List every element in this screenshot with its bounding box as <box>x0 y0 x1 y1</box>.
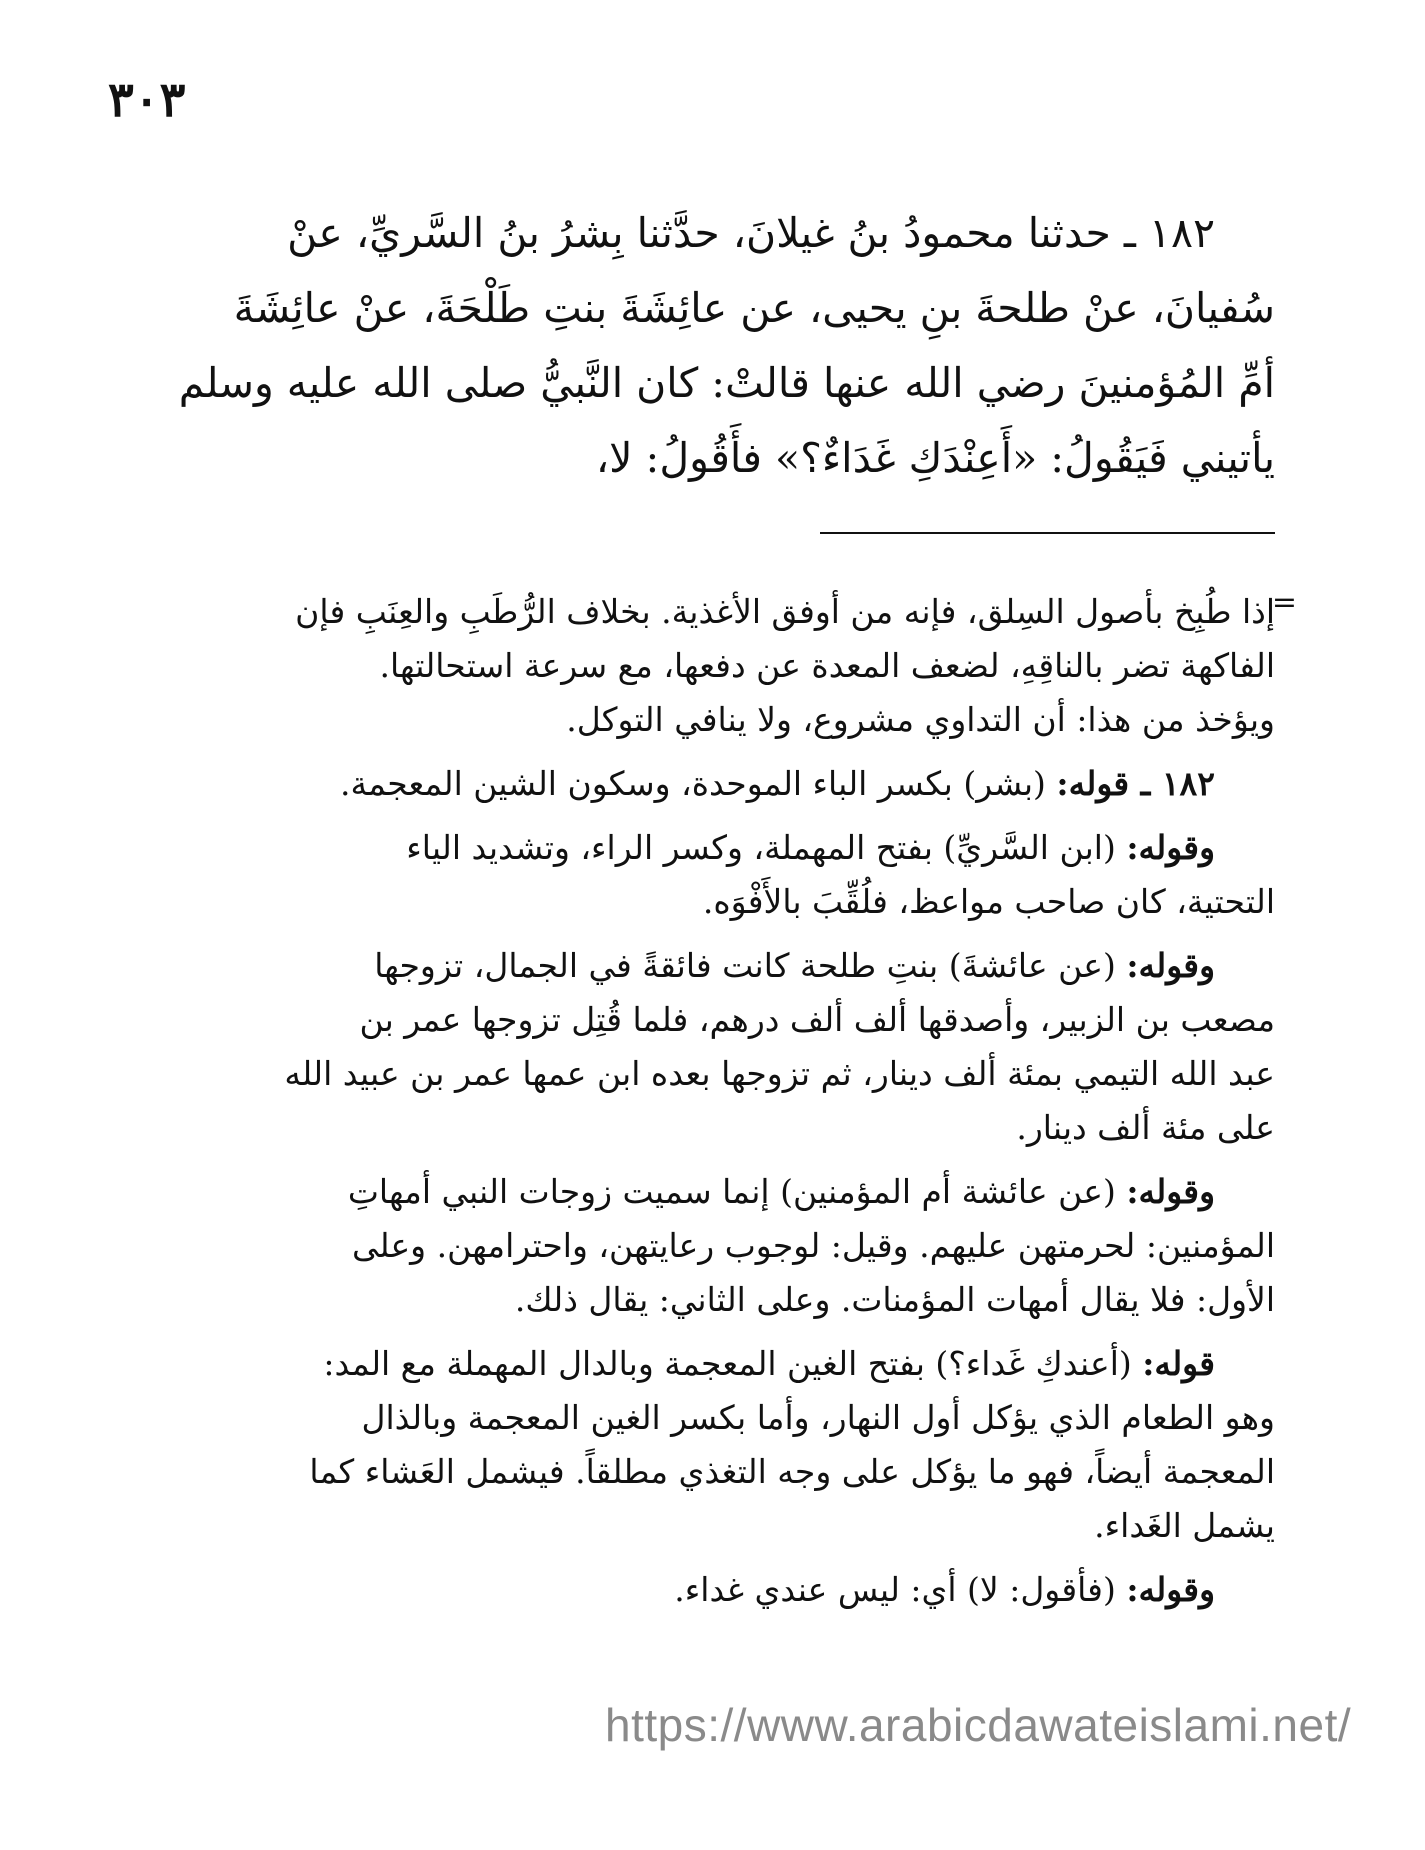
paragraph-lead: قوله: <box>1142 1344 1215 1383</box>
paragraph-lead: وقوله: <box>1126 946 1215 985</box>
commentary-line: التحتية، كان صاحب مواعظ، فلُقِّبَ بالأَفْوَه. <box>702 882 1275 921</box>
commentary-line: الأول: فلا يقال أمهات المؤمنات. وعلى الثاني: يقال ذلك. <box>514 1280 1275 1319</box>
continuation-mark: = <box>1271 585 1297 620</box>
commentary-line: يشمل الغَداء. <box>1094 1506 1275 1545</box>
paragraph-lead: وقوله: <box>1126 1570 1215 1609</box>
line-text: (بشر) بكسر الباء الموحدة، وسكون الشين المعجمة. <box>339 764 1057 803</box>
commentary-paragraph <box>130 757 1275 811</box>
commentary-line: عبد الله التيمي بمئة ألف دينار، ثم تزوجها بعده ابن عمها عمر بن عبيد الله <box>284 1054 1275 1093</box>
commentary-line: الفاكهة تضر بالناقِهِ، لضعف المعدة عن دفعها، مع سرعة استحالتها. <box>379 646 1275 685</box>
commentary <box>130 585 1297 1627</box>
commentary-line <box>130 757 1275 811</box>
paragraph-lead: ١٨٢ ـ قوله: <box>1056 764 1215 803</box>
commentary-line: وهو الطعام الذي يؤكل أول النهار، وأما بكسر الغين المعجمة وبالذال <box>361 1398 1275 1437</box>
footnote-divider <box>820 532 1275 534</box>
commentary-line <box>130 1563 1275 1617</box>
line-text: (فأقول: لا) أي: ليس عندي غداء. <box>674 1570 1127 1609</box>
commentary-paragraph <box>130 939 1275 1155</box>
hadith-line: ١٨٢ ـ حدثنا محمودُ بنُ غيلانَ، حدَّثنا بِشرُ بنُ السَّريِّ، عنْ <box>287 209 1215 257</box>
hadith-line: أمِّ المُؤمنينَ رضي الله عنها قالتْ: كان النَّبيُّ صلى الله عليه وسلم <box>178 359 1275 407</box>
commentary-line: على مئة ألف دينار. <box>1016 1108 1275 1147</box>
paragraph-lead: وقوله: <box>1126 828 1215 867</box>
commentary-line <box>130 1165 1275 1219</box>
commentary-paragraph <box>130 585 1275 747</box>
commentary-line: ويؤخذ من هذا: أن التداوي مشروع، ولا ينافي التوكل. <box>566 700 1275 739</box>
commentary-line: إذا طُبِخ بأصول السِلق، فإنه من أوفق الأغذية. بخلاف الرُّطَبِ والعِنَبِ فإن <box>295 592 1275 631</box>
commentary-line <box>130 939 1275 993</box>
commentary-line: المؤمنين: لحرمتهن عليهم. وقيل: لوجوب رعايتهن، واحترامهن. وعلى <box>352 1226 1275 1265</box>
line-text: (عن عائشةَ) بنتِ طلحة كانت فائقةً في الجمال، تزوجها <box>374 946 1127 985</box>
commentary-line <box>130 821 1275 875</box>
commentary-line: مصعب بن الزبير، وأصدقها ألف ألف درهم، فلما قُتِل تزوجها عمر بن <box>359 1000 1275 1039</box>
paragraph-lead: وقوله: <box>1126 1172 1215 1211</box>
commentary-paragraph <box>130 821 1275 929</box>
commentary-paragraph <box>130 1563 1275 1617</box>
page-number: ٣٠٣ <box>108 72 186 128</box>
watermark-url: https://www.arabicdawateislami.net/ <box>605 1699 1352 1751</box>
commentary-paragraph <box>130 1337 1275 1553</box>
hadith-line: سُفيانَ، عنْ طلحةَ بنِ يحيى، عن عائِشَةَ بنتِ طَلْحَةَ، عنْ عائِشَةَ <box>233 284 1275 332</box>
commentary-line <box>130 1337 1275 1391</box>
line-text: (أعندكِ غَداء؟) بفتح الغين المعجمة وبالدال المهملة مع المد: <box>323 1344 1143 1383</box>
line-text: (ابن السَّريِّ) بفتح المهملة، وكسر الراء، وتشديد الياء <box>406 828 1127 867</box>
hadith-line: يأتيني فَيَقُولُ: «أَعِنْدَكِ غَدَاءٌ؟» فأَقُولُ: لا، <box>595 434 1275 482</box>
hadith-text <box>130 196 1275 496</box>
commentary-line: المعجمة أيضاً، فهو ما يؤكل على وجه التغذي مطلقاً. فيشمل العَشاء كما <box>309 1452 1275 1491</box>
commentary-paragraph <box>130 1165 1275 1327</box>
line-text: (عن عائشة أم المؤمنين) إنما سميت زوجات النبي أمهاتِ <box>347 1172 1127 1211</box>
